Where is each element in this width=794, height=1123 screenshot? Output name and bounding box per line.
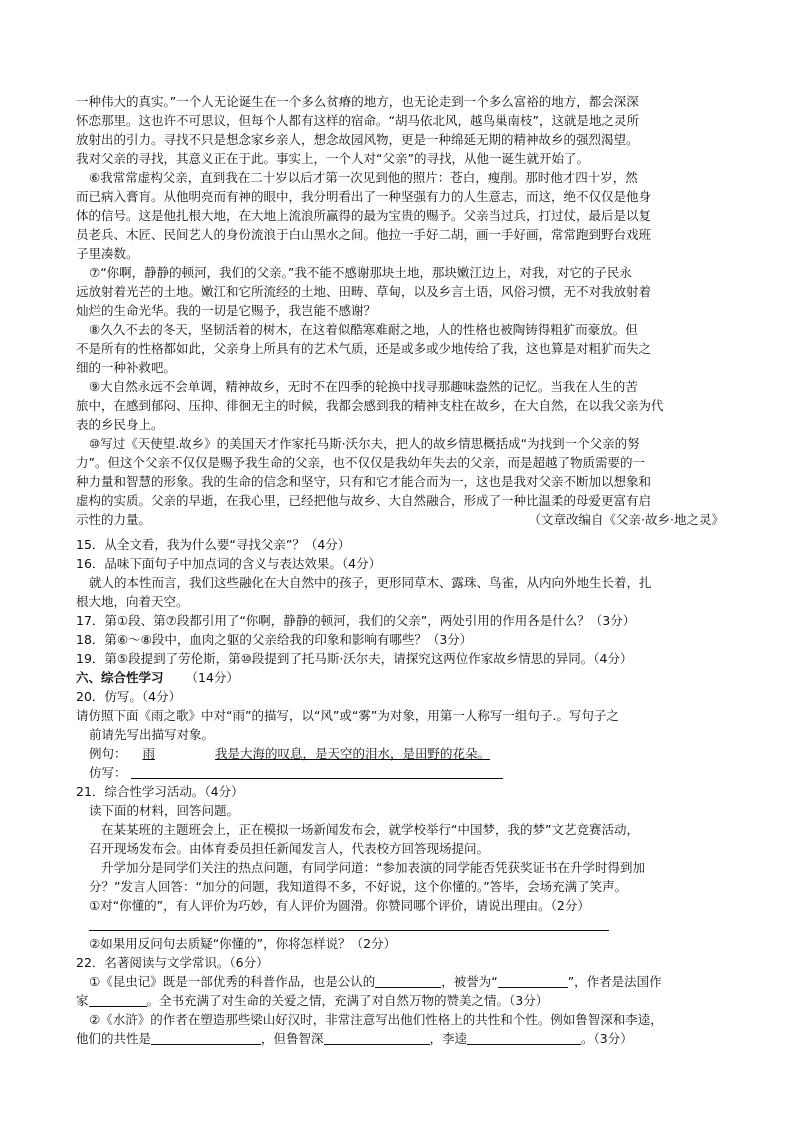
- passage-line: 我对父亲的寻找，其意义正在于此。事实上，一个人对“父亲”的寻找，从他一诞生就开始了。: [76, 151, 589, 166]
- answer-blank[interactable]: [89, 917, 609, 931]
- paragraph-6: ⑥我常常虚构父亲，直到我在二十岁以后才第一次见到他的照片：苍白，瘦削。那时他才四十岁，然: [89, 170, 638, 185]
- passage-line: 子里凑数。: [76, 246, 139, 261]
- passage-end: 示性的力量。: [76, 512, 152, 527]
- section-score: （14分）: [185, 670, 239, 685]
- question-16-sentence: 根大地，向着天空。: [76, 594, 189, 609]
- paragraph-7: ⑦“你啊，静静的顿河，我们的父亲。”我不能不感谢那块土地，那块嫩江边上，对我，对它的子民永: [89, 265, 632, 280]
- question-20-instruction: 前请先写出描写对象。: [89, 727, 215, 742]
- passage-line: 力”。但这个父亲不仅仅是赐予我生命的父亲，也不仅仅是我幼年失去的父亲，而是超越了物质需要的一: [76, 455, 645, 470]
- passage-line: 细的一种补救吧。: [76, 360, 177, 375]
- passage-line: 一种伟大的真实。”一个人无论诞生在一个多么贫瘠的地方，也无论走到一个多么富裕的地方，都会深深: [76, 94, 639, 109]
- reading-passage: [76, 92, 726, 529]
- passage-line: 不是所有的性格都如此，父亲身上所具有的艺术气质，还是或多或少地传给了我，这也算是对粗犷而失之: [76, 341, 652, 356]
- question-21-material: 升学加分是同学们关注的热点问题，有同学问道：“参加表演的同学能否凭获奖证书在升学时得到加: [101, 860, 645, 875]
- imitate-answer-blank[interactable]: [131, 765, 503, 779]
- question-22-2-cont: 他们的共性是 ，但鲁智深 ，李逵 。（3分）: [76, 1031, 633, 1046]
- example-answer: [131, 746, 491, 761]
- example-label: 例句：: [89, 746, 127, 761]
- section-heading: [76, 668, 726, 687]
- answer-blank[interactable]: [498, 974, 568, 988]
- question-21: 21．综合性学习活动。（4分）: [76, 784, 244, 799]
- question-16-sentence: 就人的本性而言，我们这些融化在大自然中的孩子，更形同草木、露珠、鸟雀，从内向外地生长着，扎: [89, 575, 652, 590]
- passage-line: [76, 510, 726, 529]
- answer-blank[interactable]: [324, 1031, 430, 1045]
- question-22-1-cont: 家 。全书充满了对生命的关爱之情，充满了对自然万物的赞美之情。（3分）: [76, 993, 549, 1008]
- question-19: 19．第⑤段提到了劳伦斯，第⑩段提到了托马斯·沃尔夫，请探究这两位作家故乡情思的异同。（4分）: [76, 651, 633, 666]
- question-16: 16．品味下面句子中加点词的含义与表达效果。（4分）: [76, 556, 382, 571]
- question-22: 22．名著阅读与文学常识。（6分）: [76, 955, 269, 970]
- section-title: 六、综合性学习: [76, 670, 164, 685]
- passage-line: 怀恋那里。这也许不可思议，但每个人都有这样的宿命。“胡马依北风，越鸟巢南枝”，这就是地之灵所: [76, 113, 639, 128]
- example-word: 雨: [142, 746, 156, 761]
- reading-questions: [76, 535, 726, 668]
- passage-line: 表的乡民身上。: [76, 417, 164, 432]
- paragraph-10: ⑩写过《天使望.故乡》的美国天才作家托马斯·沃尔夫，把人的故乡情思概括成“为找到一个父亲的努: [89, 436, 640, 451]
- question-18: 18．第⑥～⑧段中，血肉之躯的父亲给我的印象和影响有哪些？（3分）: [76, 632, 473, 647]
- passage-line: 体的信号。这是他扎根大地，在大地上流浪所赢得的最为宝贵的赐予。父亲当过兵，打过仗，最后是以复: [76, 208, 652, 223]
- passage-line: 员老兵、木匠、民间艺人的身份流浪于白山黑水之间。他拉一手好二胡，画一手好画，常常跑到野台戏班: [76, 227, 652, 242]
- question-22-1: ①《昆虫记》既是一部优秀的科普作品，也是公认的 ，被誉为“ ”，作者是法国作: [89, 974, 662, 989]
- passage-line: 种力量和智慧的形象。我的生命的信念和坚守，只有和它才能合而为一，这也是我对父亲不断加以想象和: [76, 474, 652, 489]
- example-text: 我是大海的叹息，是天空的泪水，是田野的花朵。: [215, 746, 491, 761]
- passage-line: 而已病入膏肓。从他明亮而有神的眼中，我分明看出了一种坚强有力的人生意志，而这，绝不仅仅是他身: [76, 189, 652, 204]
- answer-blank[interactable]: [467, 1031, 581, 1045]
- passage-line: 远放射着光芒的土地。嫩江和它所流经的土地、田畴、草甸，以及乡言土语，风俗习惯，无不对我放射着: [76, 284, 652, 299]
- answer-blank[interactable]: [375, 974, 441, 988]
- answer-line-21-1: [76, 915, 726, 934]
- question-21-material: 分？”发言人回答：“加分的问题，我知道得不多，不好说，这个你懂的。”答毕，会场充满了笑声。: [89, 879, 628, 894]
- source-note: （文章改编自《父亲·故乡·地之灵》: [528, 512, 724, 527]
- paragraph-9: ⑨大自然永远不会单调，精神故乡，无时不在四季的轮换中找寻那趣味盎然的记忆。当我在人生的苦: [89, 379, 638, 394]
- question-20-instruction: 请仿照下面《雨之歌》中对“雨”的描写，以“风”或“雾”为对象，用第一人称写一组句子.。写句子之: [76, 708, 619, 723]
- passage-line: 放射出的引力。寻找不只是想念家乡亲人，想念故园风物，更是一种绵延无期的精神故乡的强烈渴望。: [76, 132, 639, 147]
- exam-page: [76, 92, 726, 1048]
- question-21-material: 在某某班的主题班会上，正在模拟一场新闻发布会，就学校举行“中国梦，我的梦”文艺竞赛活动，: [101, 822, 639, 837]
- question-15: 15．从全文看，我为什么要“寻找父亲”？（4分）: [76, 537, 351, 552]
- imitate-line: [76, 763, 726, 782]
- question-22-2: ②《水浒》的作者在塑造那些梁山好汉时，非常注意写出他们性格上的共性和个性。例如鲁智深和李逵，: [89, 1012, 663, 1027]
- question-20: 20．仿写。（4分）: [76, 689, 182, 704]
- passage-line: 虚构的实质。父亲的早逝，在我心里，已经把他与故乡、大自然融合，形成了一种比温柔的母爱更富有启: [76, 493, 652, 508]
- paragraph-8: ⑧久久不去的冬天，坚韧活着的树木，在这着似酷寒难耐之地，人的性格也被陶铸得粗犷而豪放。但: [89, 322, 638, 337]
- question-17: 17．第①段、第⑦段都引用了“你啊，静静的顿河，我们的父亲”，两处引用的作用各是什么？（3分）: [76, 613, 636, 628]
- example-line: [76, 744, 726, 763]
- answer-blank[interactable]: [89, 993, 147, 1007]
- passage-line: 旅中，在感到郁闷、压抑、徘徊无主的时候，我都会感到我的精神支柱在故乡，在大自然，在以我父亲为代: [76, 398, 664, 413]
- answer-blank[interactable]: [151, 1031, 261, 1045]
- passage-line: 灿烂的生命光华。我的一切是它赐予，我岂能不感谢？: [76, 303, 377, 318]
- section-6: [76, 668, 726, 1048]
- question-21-2: ②如果用反问句去质疑“你懂的”，你将怎样说？（2分）: [89, 936, 397, 951]
- question-21-lead: 读下面的材料，回答问题。: [89, 803, 240, 818]
- question-21-material: 召开现场发布会。由体育委员担任新闻发言人，代表校方回答现场提问。: [89, 841, 490, 856]
- imitate-label: 仿写：: [89, 765, 127, 780]
- question-21-1: ①对“你懂的”，有人评价为巧妙，有人评价为圆滑。你赞同哪个评价，请说出理由。（2分）: [89, 898, 590, 913]
